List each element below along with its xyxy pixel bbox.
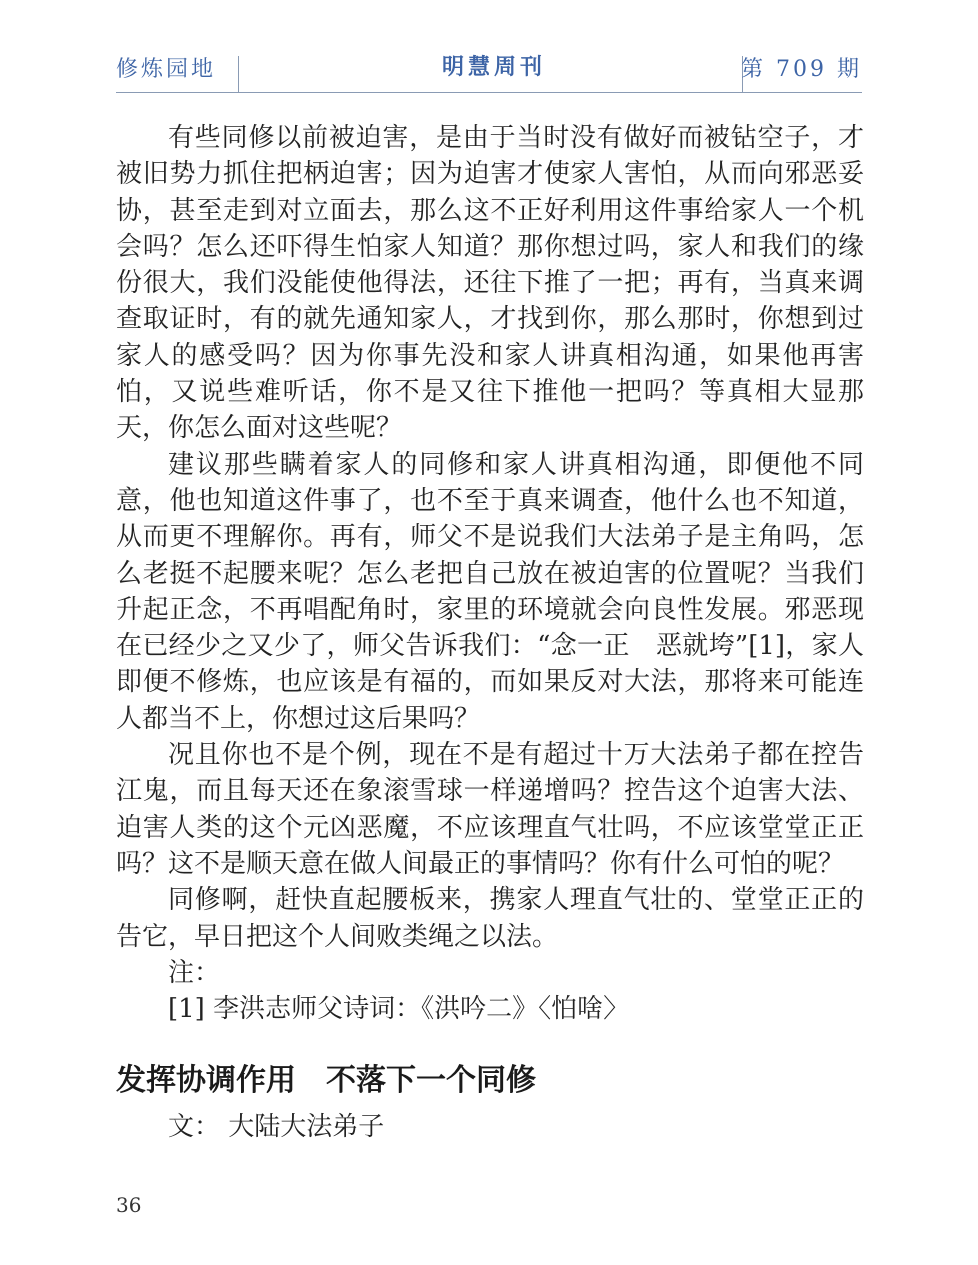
paragraph: 同修啊，赶快直起腰板来，携家人理直气壮的、堂堂正正的告它，早日把这个人间败类绳之以法。 [116,885,864,952]
paragraph: 建议那些瞒着家人的同修和家人讲真相沟通，即便他不同意，他也知道这件事了，也不至于真来调查，他什么也不知道，从而更不理解你。再有，师父不是说我们大法弟子是主角吗，怎么老挺不起腰来呢？怎么老把自己放在被迫害的位置呢？当我们升起正念，不再唱配角时，家里的环境就会向良性发展。邪恶现在已经少之又少了，师父告诉我们：“念一正 恶就垮”[1]，家人即便不修炼，也应该是有福的，而如果反对大法，那将来可能连人都当不上，你想过这后果吗？ [116,449,864,734]
paragraph: 况且你也不是个例，现在不是有超过十万大法弟子都在控告江鬼，而且每天还在象滚雪球一样递增吗？控告这个迫害大法、迫害人类的这个元凶恶魔，不应该理直气壮吗，不应该堂堂正正吗？这不是顺天意在做人间最正的事情吗？你有什么可怕的呢？ [116,740,864,879]
header-divider-left [238,56,239,92]
page-header [116,48,862,93]
note-label: 注： [168,957,221,988]
footnote-reference: [1] 李洪志师父诗词：《洪吟二》〈怕啥〉 [168,994,630,1025]
paragraph: 有些同修以前被迫害，是由于当时没有做好而被钻空子，才被旧势力抓住把柄迫害；因为迫害才使家人害怕，从而向邪恶妥协，甚至走到对立面去，那么这不正好利用这件事给家人一个机会吗？怎么还吓得生怕家人知道？那你想过吗，家人和我们的缘份很大，我们没能使他得法，还往下推了一把；再有，当真来调查取证时，有的就先通知家人，才找到你，那么那时，你想到过家人的感受吗？因为你事先没和家人讲真相沟通，如果他再害怕，又说些难听话，你不是又往下推他一把吗？等真相大显那天，你怎么面对这些呢？ [116,123,864,444]
publication-title: 明慧周刊 [442,55,547,80]
next-article-author: 文： 大陆大法弟子 [168,1112,385,1143]
article-body [116,120,864,1146]
page-number: 36 [116,1193,142,1217]
next-article-title: 发挥协调作用 不落下一个同修 [116,1063,536,1099]
issue-number: 第 709 期 [741,57,862,82]
section-name: 修炼园地 [116,57,217,82]
